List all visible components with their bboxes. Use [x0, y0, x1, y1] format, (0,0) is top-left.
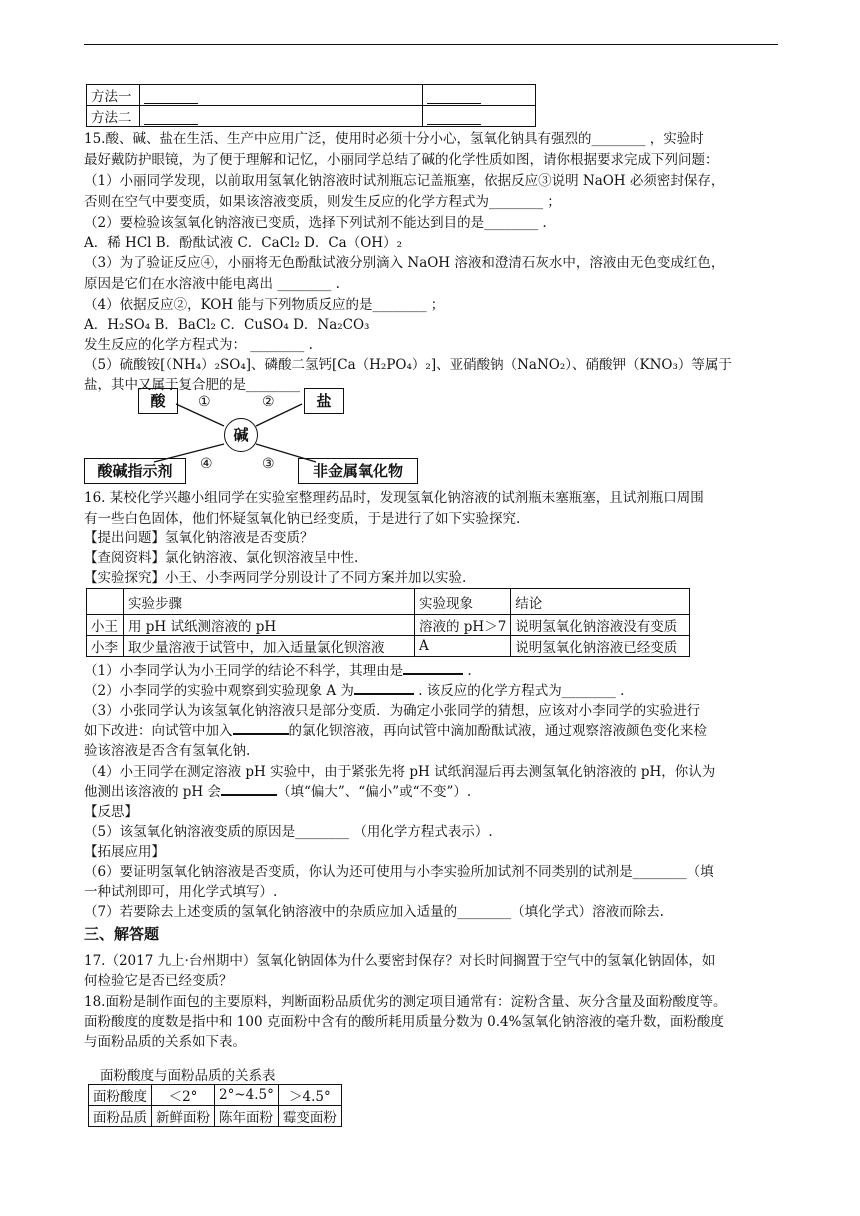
table-cell: 霉变面粉: [278, 1106, 341, 1127]
q15-line: （5）硫酸铵[（NH₄）₂SO₄]、磷酸二氢钙[Ca（H₂PO₄）₂]、亚硝酸钠（NaNO₂）、硝酸钾（KNO₃）等属于: [84, 357, 732, 373]
table-header: 实验现象: [415, 589, 511, 615]
table-cell: 陈年面粉: [215, 1106, 279, 1127]
method-answer: [140, 85, 423, 106]
method-answer: [140, 106, 423, 127]
method-answer-2: [423, 106, 536, 127]
q16-line: 【查阅资料】氯化钠溶液、氯化钡溶液呈中性.: [84, 550, 359, 566]
q16-line: 有一些白色固体，他们怀疑氢氧化钠已经变质，于是进行了如下实验探究.: [84, 511, 521, 527]
reaction-label-4: ④: [200, 456, 213, 472]
q15-line: （2）要检验该氢氧化钠溶液已变质，选择下列试剂不能达到目的是________ .: [84, 215, 547, 231]
table-cell: A: [415, 636, 511, 657]
table-caption: 面粉酸度与面粉品质的关系表: [100, 1068, 276, 1084]
flour-table: [88, 1084, 342, 1127]
extension-heading: 【拓展应用】: [84, 844, 165, 860]
acid-box: 酸: [138, 388, 178, 414]
table-cell: 面粉品质: [89, 1106, 152, 1127]
question-text: （1）小李同学认为小王同学的结论不科学，其理由是: [84, 663, 404, 679]
reflection-heading: 【反思】: [84, 804, 138, 820]
nonmetal-oxide-box: 非金属氧化物: [298, 458, 418, 484]
table-header: [87, 589, 124, 615]
q16-part-3: （3）小张同学认为该氢氧化钠溶液只是部分变质．为确定小张同学的猜想，应该对小李同学的实验进行: [84, 703, 701, 719]
q16-part-6: 一种试剂即可，用化学式填写）.: [84, 884, 278, 900]
q16-part-3: 验该溶液是否含有氢氧化钠.: [84, 743, 251, 759]
q15-line: A．稀 HCl B．酚酞试液 C．CaCl₂ D．Ca（OH）₂: [84, 235, 402, 251]
question-text: .: [463, 663, 472, 679]
q15-line: 原因是它们在水溶液中能电离出 ________ .: [84, 276, 340, 292]
q15-line: 15.酸、碱、盐在生活、生产中应用广泛，使用时必须十分小心，氢氧化钠具有强烈的________ ，实验时: [84, 131, 704, 147]
q16-part-4: [84, 783, 471, 801]
answer-blank[interactable]: [144, 108, 198, 125]
table-cell: 说明氢氧化钠溶液已经变质: [511, 636, 690, 657]
q16-part-3: [84, 722, 707, 740]
table-header-row: [87, 589, 690, 615]
q15-line: 最好戴防护眼镜，为了便于理解和记忆，小丽同学总结了碱的化学性质如图，请你根据要求完成下列问题：: [84, 152, 719, 168]
table-row: [87, 106, 536, 127]
q15-line: （3）为了验证反应④，小丽将无色酚酞试液分别滴入 NaOH 溶液和澄清石灰水中，溶液由无色变成红色，: [84, 255, 725, 271]
answer-blank[interactable]: [403, 673, 463, 675]
q15-line: A．H₂SO₄ B．BaCl₂ C．CuSO₄ D．Na₂CO₃: [84, 317, 370, 333]
table-cell: 溶液的 pH＞7: [415, 615, 511, 636]
header-rule: [84, 44, 778, 45]
q16-line: 16. 某校化学兴趣小组同学在实验室整理药品时，发现氢氧化钠溶液的试剂瓶未塞瓶塞，且试剂瓶口周围: [84, 490, 704, 506]
q16-part-5: （5）该氢氧化钠溶液变质的原因是________ （用化学方程式表示）.: [84, 824, 493, 840]
q17-line: 何检验它是否已经变质？: [84, 973, 233, 989]
answer-blank[interactable]: [354, 693, 414, 695]
q18-line: 面粉酸度的度数是指中和 100 克面粉中含有的酸所耗用质量分数为 0.4%氢氧化钠溶液的毫升数，面粉酸度: [84, 1014, 724, 1030]
answer-blank[interactable]: [221, 794, 277, 796]
q16-part-1: [84, 662, 472, 680]
reaction-label-2: ②: [262, 394, 275, 410]
table-cell: 用 pH 试纸测溶液的 pH: [124, 615, 415, 636]
q16-line: 【提出问题】氢氧化钠溶液是否变质？: [84, 530, 314, 546]
question-text: 如下改进：向试管中加入: [84, 723, 233, 739]
answer-blank[interactable]: [144, 87, 198, 104]
salt-box: 盐: [304, 388, 344, 414]
method-answer-2: [423, 85, 536, 106]
q16-part-6: （6）要证明氢氧化钠溶液是否变质，你认为还可使用与小李实验所加试剂不同类别的试剂是________（填: [84, 864, 714, 880]
table-cell: ＞4.5°: [278, 1085, 341, 1106]
table-header: 实验步骤: [124, 589, 415, 615]
table-cell: 说明氢氧化钠溶液没有变质: [511, 615, 690, 636]
q15-line: （4）依据反应②，KOH 能与下列物质反应的是________ ；: [84, 297, 445, 313]
table-row: [87, 85, 536, 106]
q17-line: 17.（2017 九上·台州期中）氢氧化钠固体为什么要密封保存？对长时间搁置于空气中的氢氧化钠固体，如: [84, 953, 716, 969]
q16-line: 【实验探究】小王、小李两同学分别设计了不同方案并加以实验.: [84, 570, 467, 586]
q16-part-7: （7）若要除去上述变质的氢氧化钠溶液中的杂质应加入适量的________（填化学式）溶液而除去.: [84, 904, 664, 920]
indicator-box: 酸碱指示剂: [84, 458, 186, 484]
table-row: [87, 636, 690, 657]
table-cell: 取少量溶液于试管中，加入适量氯化钡溶液: [124, 636, 415, 657]
question-text: . 该反应的化学方程式为________ .: [413, 683, 625, 699]
question-text: 他测出该溶液的 pH 会: [84, 784, 221, 800]
method-label: 方法一: [87, 85, 140, 106]
q15-line: 否则在空气中要变质，如果该溶液变质，则发生反应的化学方程式为________ ；: [84, 194, 561, 210]
q18-line: 与面粉品质的关系如下表。: [84, 1034, 246, 1050]
answer-blank[interactable]: [427, 87, 481, 104]
table-header: 结论: [511, 589, 690, 615]
table-cell: 面粉酸度: [89, 1085, 152, 1106]
base-circle: 碱: [224, 418, 258, 452]
table-cell: 小李: [87, 636, 124, 657]
table-cell: 新鲜面粉: [152, 1106, 215, 1127]
q16-part-4: （4）小王同学在测定溶液 pH 实验中，由于紧张先将 pH 试纸润湿后再去测氢氧化钠溶液的 pH，你认为: [84, 764, 716, 780]
q15-line: 盐，其中又属于复合肥的是________: [84, 377, 300, 393]
reaction-label-3: ③: [262, 456, 275, 472]
answer-blank[interactable]: [233, 733, 289, 735]
table-row: [87, 615, 690, 636]
table-cell: 2°~4.5°: [215, 1085, 279, 1106]
method-label: 方法二: [87, 106, 140, 127]
answer-blank[interactable]: [427, 108, 481, 125]
question-text: 的氯化钡溶液，再向试管中滴加酚酞试液，通过观察溶液颜色变化来检: [288, 723, 707, 739]
q15-line: 发生反应的化学方程式为： ________ .: [84, 337, 313, 353]
q18-line: 18.面粉是制作面包的主要原料，判断面粉品质优劣的测定项目通常有：淀粉含量、灰分含量及面粉酸度等。: [84, 994, 727, 1010]
question-text: （2）小李同学的实验中观察到实验现象 A 为: [84, 683, 354, 699]
q15-line: （1）小丽同学发现，以前取用氢氧化钠溶液时试剂瓶忘记盖瓶塞，依据反应③说明 NaOH 必须密封保存，: [84, 173, 725, 189]
reaction-label-1: ①: [198, 394, 211, 410]
q16-part-2: [84, 682, 624, 700]
section-heading: 三、解答题: [84, 925, 160, 943]
question-text: （填“偏大”、“偏小”或“不变”）.: [277, 784, 472, 800]
table-cell: 小王: [87, 615, 124, 636]
methods-table: [86, 84, 536, 127]
experiment-table: [86, 588, 690, 657]
table-cell: ＜2°: [152, 1085, 215, 1106]
table-row: [89, 1106, 342, 1127]
table-row: [89, 1085, 342, 1106]
